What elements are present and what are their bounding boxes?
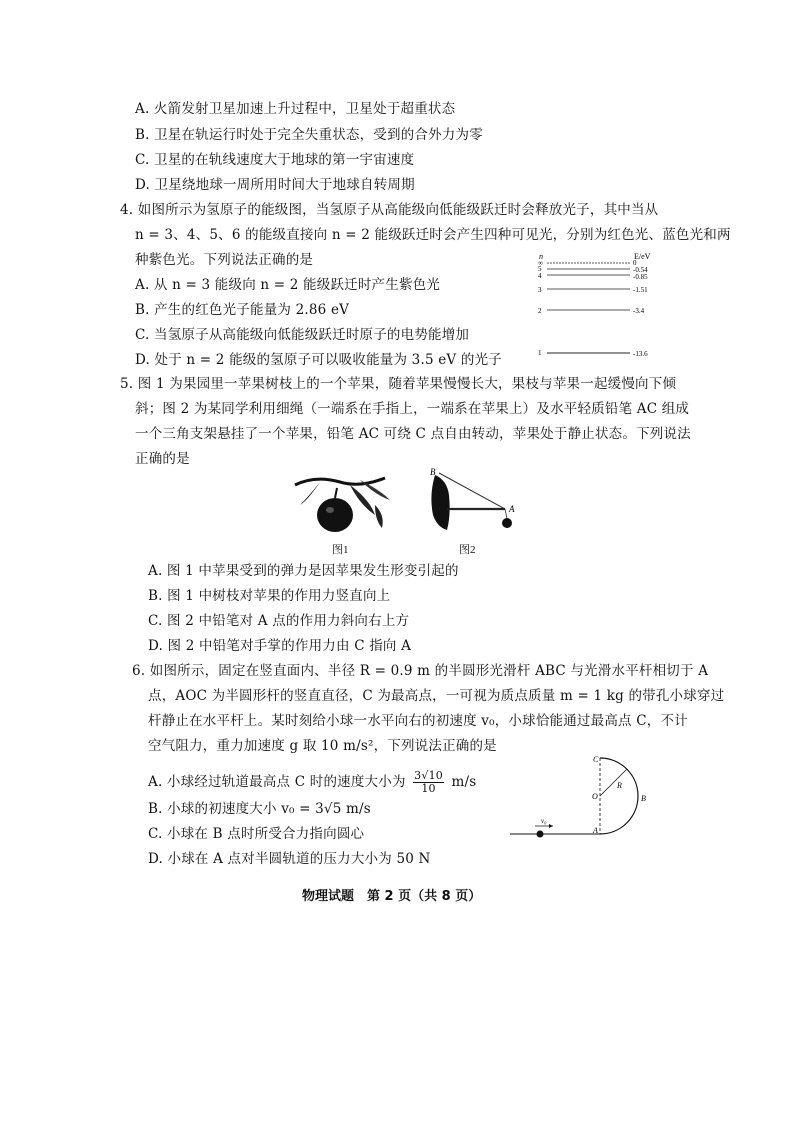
q6-option-a-text: A. 小球经过轨道最高点 C 时的速度大小为 xyxy=(148,774,406,790)
svg-text:0: 0 xyxy=(633,259,637,267)
svg-text:∞: ∞ xyxy=(538,259,543,267)
svg-text:-0.54: -0.54 xyxy=(633,266,648,274)
e-header: E/eV xyxy=(634,252,651,261)
svg-text:-3.4: -3.4 xyxy=(633,307,645,315)
prev-option-c: C. 卫星的在轨线速度大于地球的第一宇宙速度 xyxy=(135,152,415,168)
q4-stem-line1: 4. 如图所示为氢原子的能级图，当氢原子从高能级向低能级跃迁时会释放光子，其中当从 xyxy=(120,202,659,218)
svg-text:1: 1 xyxy=(538,349,542,357)
page-footer: 物理试题 第 2 页（共 8 页） xyxy=(302,889,482,904)
fig2-label-b: B xyxy=(430,467,436,477)
semicircle-rod xyxy=(600,758,638,834)
q5-stem-line1: 5. 图 1 为果园里一苹果树枝上的一个苹果，随着苹果慢慢长大，果枝与苹果一起缓慢向下倾 xyxy=(120,376,677,392)
level-4 xyxy=(538,272,648,281)
q4-stem-line3: 种紫色光。下列说法正确的是 xyxy=(135,252,314,268)
label-a: A xyxy=(593,826,598,835)
label-r: R xyxy=(617,781,622,790)
level-3 xyxy=(538,286,648,294)
fig2-label-a: A xyxy=(509,504,515,514)
q6-option-b: B. 小球的初速度大小 v₀ = 3√5 m/s xyxy=(148,801,371,817)
svg-text:-13.6: -13.6 xyxy=(633,350,648,358)
q5-option-d: D. 图 2 中铅笔对手掌的作用力由 C 指向 A xyxy=(148,638,412,654)
q4-option-b: B. 产生的红色光子能量为 2.86 eV xyxy=(135,302,350,318)
svg-text:5: 5 xyxy=(538,265,542,273)
label-v0: v₀ xyxy=(541,817,547,825)
q5-stem-line2: 斜；图 2 为某同学利用细绳（一端系在手指上，一端系在苹果上）及水平轻质铅笔 AC 组成 xyxy=(135,401,690,417)
q4-option-c: C. 当氢原子从高能级向低能级跃迁时原子的电势能增加 xyxy=(135,327,470,343)
q6-stem-line1: 6. 如图所示，固定在竖直面内、半径 R = 0.9 m 的半圆形光滑杆 ABC 与光滑水平杆相切于 A xyxy=(132,663,709,679)
q5-option-c: C. 图 2 中铅笔对 A 点的作用力斜向右上方 xyxy=(148,613,410,629)
q5-option-b: B. 图 1 中树枝对苹果的作用力竖直向上 xyxy=(148,588,391,604)
label-c: C xyxy=(593,755,599,764)
radius-line xyxy=(600,769,627,796)
q6-option-d: D. 小球在 A 点对半圆轨道的压力大小为 50 N xyxy=(148,851,431,867)
semicircle-track-diagram xyxy=(505,752,665,842)
level-2 xyxy=(538,307,645,315)
arrow-head-icon xyxy=(549,824,553,828)
prev-option-b: B. 卫星在轨运行时处于完全失重状态，受到的合外力为零 xyxy=(135,127,483,143)
figure1-caption: 图1 xyxy=(332,544,349,556)
q4-option-d: D. 处于 n = 2 能级的氢原子可以吸收能量为 3.5 eV 的光子 xyxy=(135,352,502,368)
figure2-caption: 图2 xyxy=(459,544,476,556)
q4-stem-line2: n = 3、4、5、6 的能级直接向 n = 2 能级跃迁时会产生四种可见光，分别为红色光、蓝色光和两 xyxy=(135,227,731,243)
figure1-apple-photo xyxy=(290,470,400,538)
q6-stem-line2: 点，AOC 为半圆形杆的竖直直径，C 为最高点，一可视为质点质量 m = 1 kg 的带孔小球穿过 xyxy=(148,688,725,704)
q6-option-a xyxy=(148,770,476,795)
q6-stem-line3: 杆静止在水平杆上。某时刻给小球一水平向右的初速度 v₀，小球恰能通过最高点 C，不计 xyxy=(148,713,688,729)
n-header: n xyxy=(539,252,543,261)
figure2-pencil-apple xyxy=(425,465,520,540)
prev-option-d: D. 卫星绕地球一周所用时间大于地球自转周期 xyxy=(135,177,415,193)
q6-stem-line4: 空气阻力，重力加速度 g 取 10 m/s²，下列说法正确的是 xyxy=(148,738,497,754)
svg-text:2: 2 xyxy=(538,307,542,315)
q4-option-a: A. 从 n = 3 能级向 n = 2 能级跃迁时产生紫色光 xyxy=(135,277,441,293)
q5-stem-line3: 一个三角支架悬挂了一个苹果，铅笔 AC 可绕 C 点自由转动，苹果处于静止状态。下列说法 xyxy=(135,426,691,442)
label-b: B xyxy=(641,794,646,803)
q6-option-c: C. 小球在 B 点时所受合力指向圆心 xyxy=(148,826,365,842)
q6-option-a-unit: m/s xyxy=(451,774,477,790)
svg-text:4: 4 xyxy=(538,272,542,280)
label-o: O xyxy=(592,792,598,801)
level-1 xyxy=(538,349,648,358)
q5-option-a: A. 图 1 中苹果受到的弹力是因苹果发生形变引起的 xyxy=(148,563,459,579)
svg-text:-1.51: -1.51 xyxy=(633,286,648,294)
level-inf xyxy=(538,259,637,267)
ball xyxy=(537,831,544,838)
prev-option-a: A. 火箭发射卫星加速上升过程中，卫星处于超重状态 xyxy=(135,101,456,117)
fraction-denominator: 10 xyxy=(421,782,436,795)
q6-option-a-fraction xyxy=(413,770,444,795)
svg-text:3: 3 xyxy=(538,286,542,294)
q5-stem-line4: 正确的是 xyxy=(135,451,190,467)
fraction-numerator: 3√10 xyxy=(414,769,443,782)
svg-text:-0.85: -0.85 xyxy=(633,273,648,281)
level-5 xyxy=(538,265,648,274)
energy-level-diagram xyxy=(530,250,670,365)
